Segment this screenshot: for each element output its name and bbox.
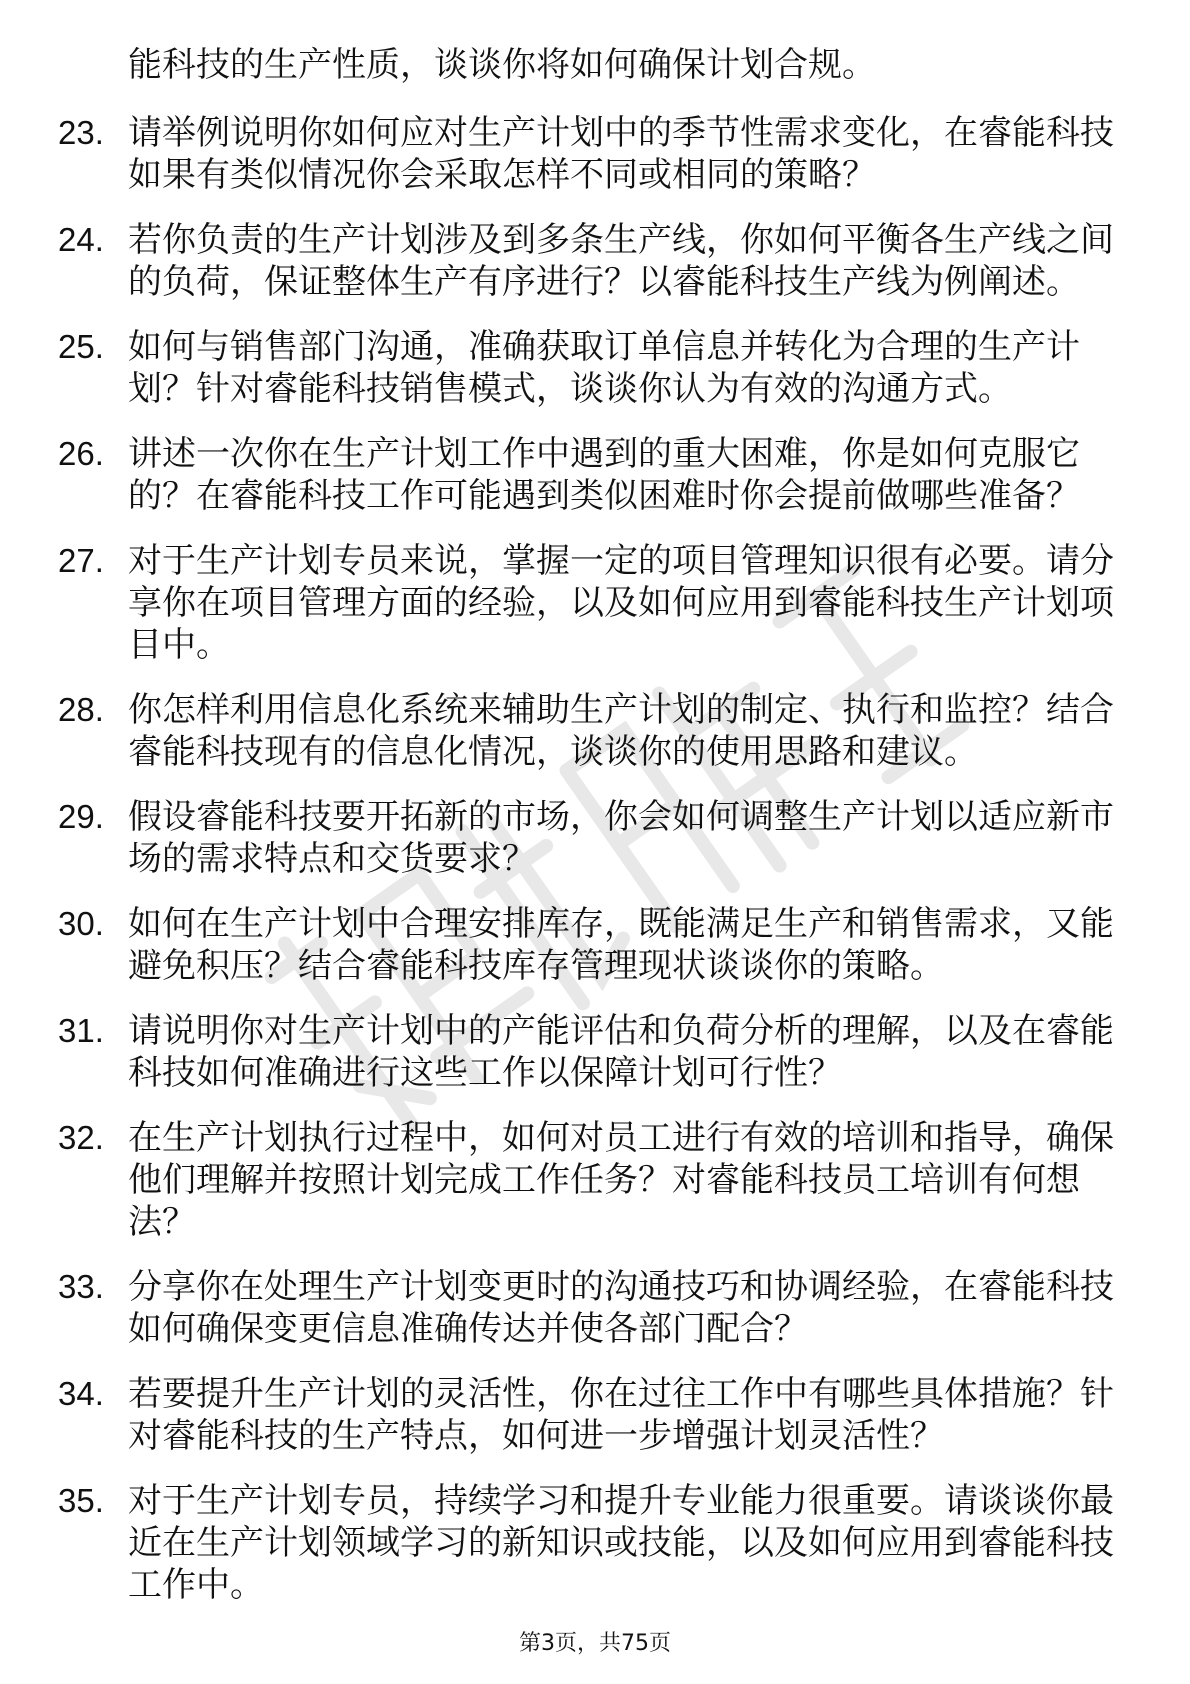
question-number: 31. bbox=[58, 1012, 104, 1049]
question-number: 30. bbox=[58, 905, 104, 942]
list-item bbox=[0, 112, 1190, 196]
question-text: 讲述一次你在生产计划工作中遇到的重大困难，你是如何克服它的？在睿能科技工作可能遇到类似困难时你会提前做哪些准备？ bbox=[128, 434, 1080, 516]
question-text: 如何与销售部门沟通，准确获取订单信息并转化为合理的生产计划？针对睿能科技销售模式，谈谈你认为有效的沟通方式。 bbox=[128, 327, 1080, 409]
list-item bbox=[0, 1010, 1190, 1094]
question-number: 28. bbox=[58, 691, 104, 728]
question-number: 35. bbox=[58, 1482, 104, 1519]
list-item bbox=[0, 1117, 1190, 1243]
question-text: 分享你在处理生产计划变更时的沟通技巧和协调经验，在睿能科技如何确保变更信息准确传达并使各部门配合？ bbox=[128, 1267, 1114, 1349]
question-text: 若要提升生产计划的灵活性，你在过往工作中有哪些具体措施？针对睿能科技的生产特点，如何进一步增强计划灵活性？ bbox=[128, 1374, 1114, 1456]
list-item bbox=[0, 903, 1190, 987]
question-text: 假设睿能科技要开拓新的市场，你会如何调整生产计划以适应新市场的需求特点和交货要求？ bbox=[128, 797, 1114, 879]
question-text: 对于生产计划专员来说，掌握一定的项目管理知识很有必要。请分享你在项目管理方面的经验，以及如何应用到睿能科技生产计划项目中。 bbox=[128, 541, 1114, 665]
question-text: 若你负责的生产计划涉及到多条生产线，你如何平衡各生产线之间的负荷，保证整体生产有序进行？以睿能科技生产线为例阐述。 bbox=[128, 220, 1114, 302]
question-number: 25. bbox=[58, 328, 104, 365]
list-item bbox=[0, 219, 1190, 303]
question-number: 23. bbox=[58, 114, 104, 151]
question-number: 33. bbox=[58, 1268, 104, 1305]
question-text: 对于生产计划专员，持续学习和提升专业能力很重要。请谈谈你最近在生产计划领域学习的新知识或技能，以及如何应用到睿能科技工作中。 bbox=[128, 1481, 1114, 1605]
question-number: 26. bbox=[58, 435, 104, 472]
list-item bbox=[0, 540, 1190, 666]
question-number: 29. bbox=[58, 798, 104, 835]
list-item bbox=[0, 1480, 1190, 1606]
question-number: 34. bbox=[58, 1375, 104, 1412]
list-item bbox=[0, 796, 1190, 880]
question-number: 27. bbox=[58, 542, 104, 579]
page-footer bbox=[0, 1630, 1190, 1658]
question-text: 在生产计划执行过程中，如何对员工进行有效的培训和指导，确保他们理解并按照计划完成工作任务？对睿能科技员工培训有何想法？ bbox=[128, 1118, 1114, 1242]
continuation-paragraph: 能科技的生产性质，谈谈你将如何确保计划合规。 bbox=[128, 45, 876, 85]
question-text: 如何在生产计划中合理安排库存，既能满足生产和销售需求，又能避免积压？结合睿能科技库存管理现状谈谈你的策略。 bbox=[128, 904, 1114, 986]
list-item bbox=[0, 689, 1190, 773]
question-text: 请举例说明你如何应对生产计划中的季节性需求变化，在睿能科技如果有类似情况你会采取怎样不同或相同的策略？ bbox=[128, 113, 1114, 195]
list-item bbox=[0, 433, 1190, 517]
question-list bbox=[0, 112, 1190, 1629]
list-item bbox=[0, 1266, 1190, 1350]
list-item bbox=[0, 1373, 1190, 1457]
question-text: 你怎样利用信息化系统来辅助生产计划的制定、执行和监控？结合睿能科技现有的信息化情况，谈谈你的使用思路和建议。 bbox=[128, 690, 1114, 772]
list-item bbox=[0, 326, 1190, 410]
page-number: 第3页，共75页 bbox=[519, 1631, 671, 1656]
question-number: 24. bbox=[58, 221, 104, 258]
question-text: 请说明你对生产计划中的产能评估和负荷分析的理解，以及在睿能科技如何准确进行这些工作以保障计划可行性？ bbox=[128, 1011, 1114, 1093]
question-number: 32. bbox=[58, 1119, 104, 1156]
